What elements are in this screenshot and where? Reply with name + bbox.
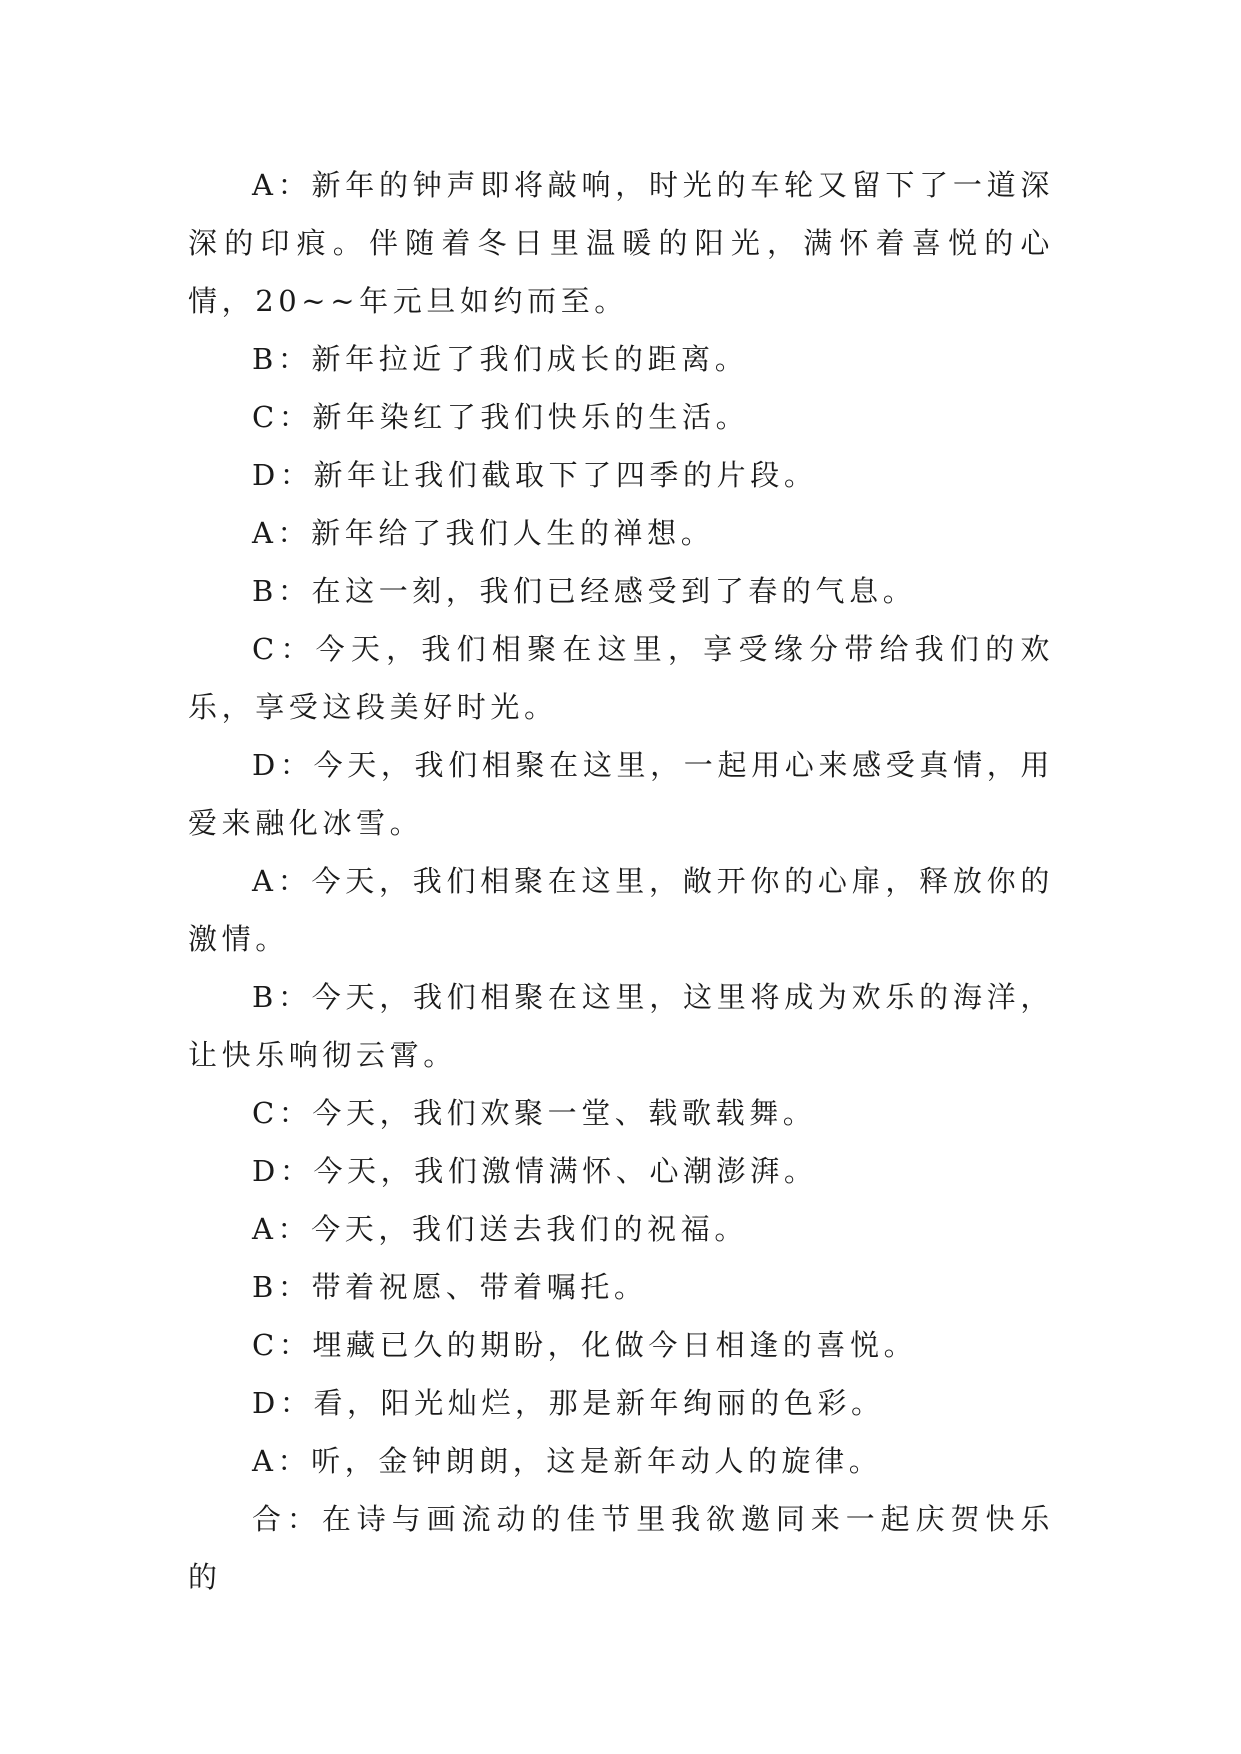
paragraph: D：看，阳光灿烂，那是新年绚丽的色彩。 bbox=[252, 1386, 885, 1420]
paragraph: A：新年的钟声即将敲响，时光的车轮又留下了一道深深的印痕。伴随着冬日里温暖的阳光，满怀着喜悦的心情，20~~年元旦如约而至。 bbox=[188, 168, 1054, 318]
paragraph: B：今天，我们相聚在这里，这里将成为欢乐的海洋，让快乐响彻云霄。 bbox=[188, 980, 1054, 1072]
paragraph: D：新年让我们截取下了四季的片段。 bbox=[252, 458, 818, 492]
paragraph: B：新年拉近了我们成长的距离。 bbox=[252, 342, 749, 376]
paragraph: A：今天，我们相聚在这里，敞开你的心扉，释放你的激情。 bbox=[188, 864, 1054, 956]
paragraph: A：听，金钟朗朗，这是新年动人的旋律。 bbox=[252, 1444, 883, 1478]
paragraph: B：带着祝愿、带着嘱托。 bbox=[252, 1270, 648, 1304]
paragraph: A：新年给了我们人生的禅想。 bbox=[252, 516, 715, 550]
paragraph: C：今天，我们欢聚一堂、载歌载舞。 bbox=[252, 1096, 817, 1130]
paragraph: B：在这一刻，我们已经感受到了春的气息。 bbox=[252, 574, 917, 608]
paragraph: D：今天，我们相聚在这里，一起用心来感受真情，用爱来融化冰雪。 bbox=[188, 748, 1054, 840]
paragraph: A：今天，我们送去我们的祝福。 bbox=[252, 1212, 748, 1246]
document-body bbox=[188, 156, 1054, 1606]
paragraph: 合：在诗与画流动的佳节里我欲邀同来一起庆贺快乐的 bbox=[188, 1502, 1054, 1594]
paragraph: C：新年染红了我们快乐的生活。 bbox=[252, 400, 750, 434]
paragraph: C：今天，我们相聚在这里，享受缘分带给我们的欢乐，享受这段美好时光。 bbox=[188, 632, 1054, 724]
paragraph: D：今天，我们激情满怀、心潮澎湃。 bbox=[252, 1154, 818, 1188]
paragraph: C：埋藏已久的期盼，化做今日相逢的喜悦。 bbox=[252, 1328, 918, 1362]
